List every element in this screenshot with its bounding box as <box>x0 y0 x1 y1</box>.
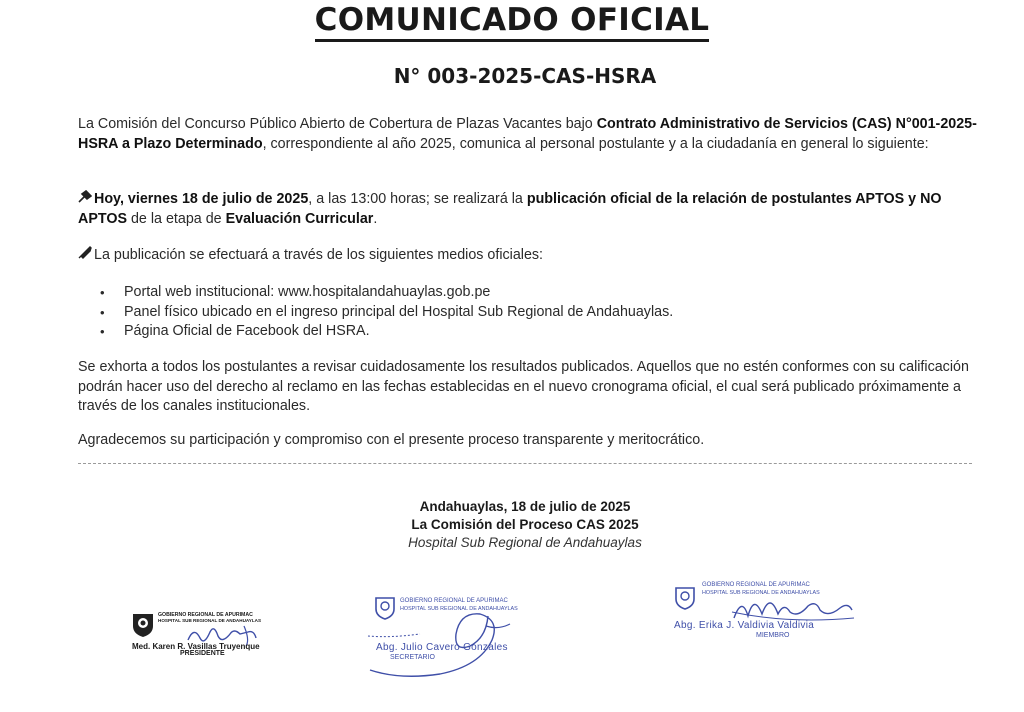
communique-number: N° 003-2025-CAS-HSRA <box>393 64 657 88</box>
regional-seal-icon <box>674 586 696 610</box>
page-title-text: COMUNICADO OFICIAL <box>315 2 710 42</box>
media-intro <box>78 245 978 266</box>
list-item: • Portal web institucional: www.hospitalandahuaylas.gob.pe <box>100 283 673 303</box>
closing-commission: La Comisión del Proceso CAS 2025 <box>411 517 639 532</box>
intro-text-2: , correspondiente al año 2025, comunica al personal postulante y a la ciudadanía en general lo siguiente: <box>262 135 929 152</box>
seal-line-1: GOBIERNO REGIONAL DE APURIMAC <box>400 598 508 604</box>
pushpin-icon <box>78 189 94 209</box>
announcement-publication-bold: publicación oficial de la relación de postulantes APTOS y NO APTOS <box>78 191 942 227</box>
media-intro-text: La publicación se efectuará a través de los siguientes medios oficiales: <box>94 247 544 263</box>
list-item: • Página Oficial de Facebook del HSRA. <box>100 322 673 342</box>
signer-role: MIEMBRO <box>756 632 790 639</box>
divider <box>78 463 972 464</box>
list-item: • Panel físico ubicado en el ingreso principal del Hospital Sub Regional de Andahuaylas. <box>100 303 673 323</box>
seal-line-2: HOSPITAL SUB REGIONAL DE ANDAHUAYLAS <box>702 590 820 596</box>
media-list <box>100 283 673 342</box>
signature-block-secretary <box>360 586 560 686</box>
seal-line-2: HOSPITAL SUB REGIONAL DE ANDAHUAYLAS <box>400 606 518 612</box>
signer-name: Med. Karen R. Vasillas Truyenque <box>132 642 260 651</box>
handwritten-signature <box>360 586 560 686</box>
exhortation-paragraph: Se exhorta a todos los postulantes a revisar cuidadosamente los resultados publicados. Aquellos que no estén conformes con su calificación podrán hacer uso del derecho al reclamo en las fechas establecidas en el nuevo cronograma oficial, el cual será publicado próximamente a través de los canales institucionales. <box>78 359 969 414</box>
signer-name: Abg. Julio Cavero Gonzales <box>376 642 508 653</box>
intro-paragraph <box>78 115 978 154</box>
signer-role: PRESIDENTE <box>180 650 225 657</box>
signature-block-member <box>668 578 868 648</box>
announcement-text-2: de la etapa de <box>127 210 226 227</box>
intro-text-1: La Comisión del Concurso Público Abierto de Cobertura de Plazas Vacantes bajo <box>78 116 597 132</box>
seal-line-1: GOBIERNO REGIONAL DE APURIMAC <box>702 582 810 588</box>
regional-seal-icon <box>131 612 155 638</box>
page-title <box>0 2 1024 38</box>
signature-block-president <box>128 606 278 668</box>
seal-line-1: GOBIERNO REGIONAL DE APURIMAC <box>158 612 253 618</box>
handwritten-signature <box>728 588 858 624</box>
signer-name: Abg. Erika J. Valdivia Valdivia <box>674 620 815 631</box>
announcement-text-3: . <box>373 210 378 227</box>
closing-hospital: Hospital Sub Regional de Andahuaylas <box>408 535 642 550</box>
signer-role: SECRETARIO <box>390 654 435 661</box>
seal-line-2: HOSPITAL SUB REGIONAL DE ANDAHUAYLAS <box>158 618 262 623</box>
announcement-stage-bold: Evaluación Curricular <box>225 210 374 227</box>
announcement-paragraph <box>78 189 978 229</box>
thanks-paragraph: Agradecemos su participación y compromiso con el presente proceso transparente y meritocrático. <box>78 432 705 448</box>
pen-icon <box>78 245 94 265</box>
closing-place-date: Andahuaylas, 18 de julio de 2025 <box>419 499 631 514</box>
announcement-text-1: , a las 13:00 horas; se realizará la <box>308 191 527 207</box>
announcement-date-bold: Hoy, viernes 18 de julio de 2025 <box>94 191 309 207</box>
intro-contract-bold: Contrato Administrativo de Servicios (CAS) N°001-2025-HSRA a Plazo Determinado <box>78 116 977 152</box>
